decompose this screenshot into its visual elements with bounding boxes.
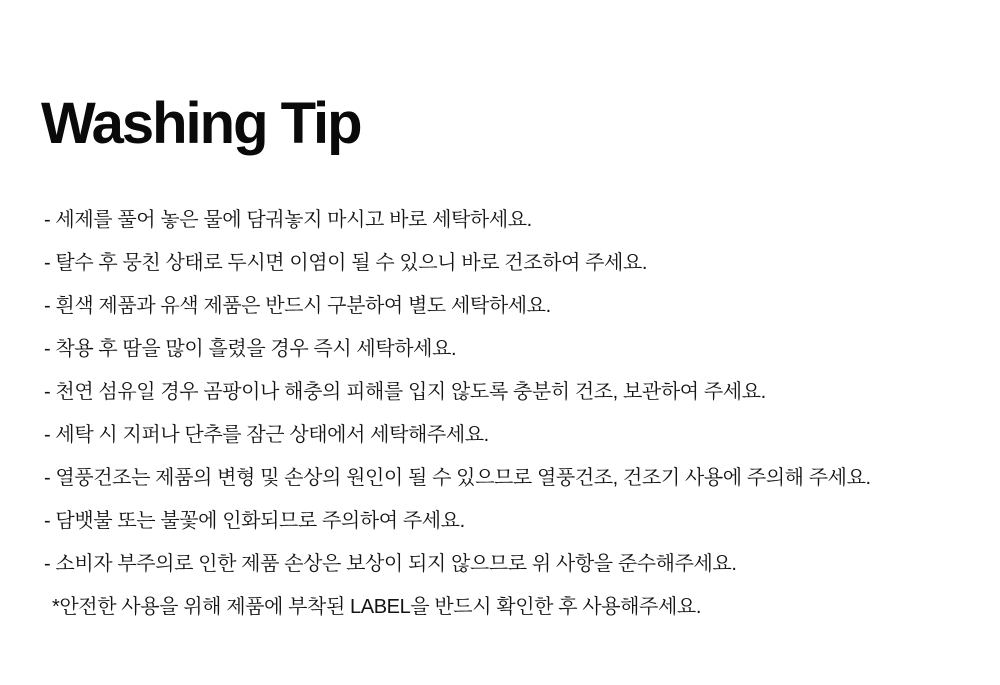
washing-tip-item: - 세제를 풀어 놓은 물에 담궈놓지 마시고 바로 세탁하세요. — [44, 209, 532, 231]
washing-tip-item: - 담뱃불 또는 불꽃에 인화되므로 주의하여 주세요. — [44, 510, 465, 532]
washing-tip-list — [44, 196, 970, 626]
washing-tip-item: - 세탁 시 지퍼나 단추를 잠근 상태에서 세탁해주세요. — [44, 424, 489, 446]
washing-tip-item: - 소비자 부주의로 인한 제품 손상은 보상이 되지 않으므로 위 사항을 준수해주세요. — [44, 553, 737, 575]
washing-tip-item: - 천연 섬유일 경우 곰팡이나 해충의 피해를 입지 않도록 충분히 건조, 보관하여 주세요. — [44, 381, 766, 403]
washing-tip-item: - 탈수 후 뭉친 상태로 두시면 이염이 될 수 있으니 바로 건조하여 주세요. — [44, 252, 648, 274]
page-title: Washing Tip — [41, 90, 361, 156]
washing-tip-item: - 열풍건조는 제품의 변형 및 손상의 원인이 될 수 있으므로 열풍건조, 건조기 사용에 주의해 주세요. — [44, 467, 871, 489]
washing-tip-item: - 착용 후 땀을 많이 흘렸을 경우 즉시 세탁하세요. — [44, 338, 457, 360]
washing-tip-item: - 흰색 제품과 유색 제품은 반드시 구분하여 별도 세탁하세요. — [44, 295, 551, 317]
washing-tip-footnote: *안전한 사용을 위해 제품에 부착된 LABEL을 반드시 확인한 후 사용해주세요. — [52, 596, 701, 618]
